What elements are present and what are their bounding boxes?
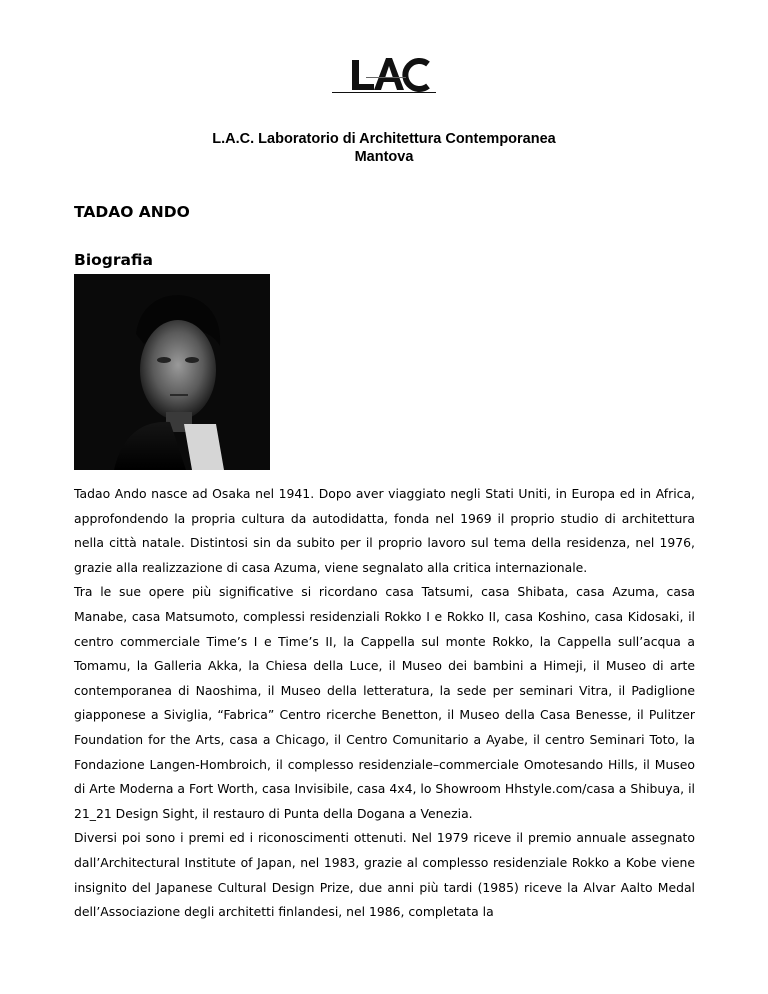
paragraph: Diversi poi sono i premi ed i riconoscimenti ottenuti. Nel 1979 riceve il premio annuale assegnato dall’Architectural Institute of Japan, nel 1983, grazie al complesso residenziale Rokko a Kobe viene insignito del Japanese Cultural Design Prize, due anni più tardi (1985) riceve la Alvar Aalto Medal dell’Associazione degli architetti finlandesi, nel 1986, completata la — [74, 830, 695, 920]
section-heading: Biografia — [74, 251, 153, 269]
document-title: TADAO ANDO — [74, 203, 190, 221]
lac-logo — [330, 52, 438, 96]
biography-text — [74, 482, 695, 925]
portrait-photo — [74, 274, 270, 470]
lac-logo-icon — [330, 52, 438, 96]
institution-city: Mantova — [354, 149, 414, 165]
portrait-icon — [74, 274, 270, 470]
paragraph: Tadao Ando nasce ad Osaka nel 1941. Dopo aver viaggiato negli Stati Uniti, in Europa ed in Africa, approfondendo la propria cultura da autodidatta, fonda nel 1969 il proprio studio di architettura nella città natale. Distintosi sin da subito per il proprio lavoro sul tema della residenza, nel 1976, grazie alla realizzazione di casa Azuma, viene segnalato alla critica internazionale. — [74, 486, 695, 575]
paragraph: Tra le sue opere più significative si ricordano casa Tatsumi, casa Shibata, casa Azuma, casa Manabe, casa Matsumoto, complessi residenziali Rokko I e Rokko II, casa Koshino, casa Kidosaki, il centro commerciale Time’s I e Time’s II, la Cappella sul monte Rokko, la Cappella sull’acqua a Tomamu, la Galleria Akka, la Chiesa della Luce, il Museo dei bambini a Himeji, il Museo di arte contemporanea di Naoshima, il Museo della letteratura, la sede per seminari Vitra, il Padiglione giapponese a Siviglia, “Fabrica” Centro ricerche Benetton, il Museo della Casa Benesse, il Pulitzer Foundation for the Arts, casa a Chicago, il Centro Comunitario a Ayabe, il centro Seminari Toto, la Fondazione Langen-Hombroich, il complesso residenziale–commerciale Omotesando Hills, il Museo di Arte Moderna a Fort Worth, casa Invisibile, casa 4x4, lo Showroom Hhstyle.com/casa a Shibuya, il 21_21 Design Sight, il restauro di Punta della Dogana a Venezia. — [74, 584, 695, 821]
institution-name: L.A.C. Laboratorio di Architettura Contemporanea — [212, 131, 556, 147]
